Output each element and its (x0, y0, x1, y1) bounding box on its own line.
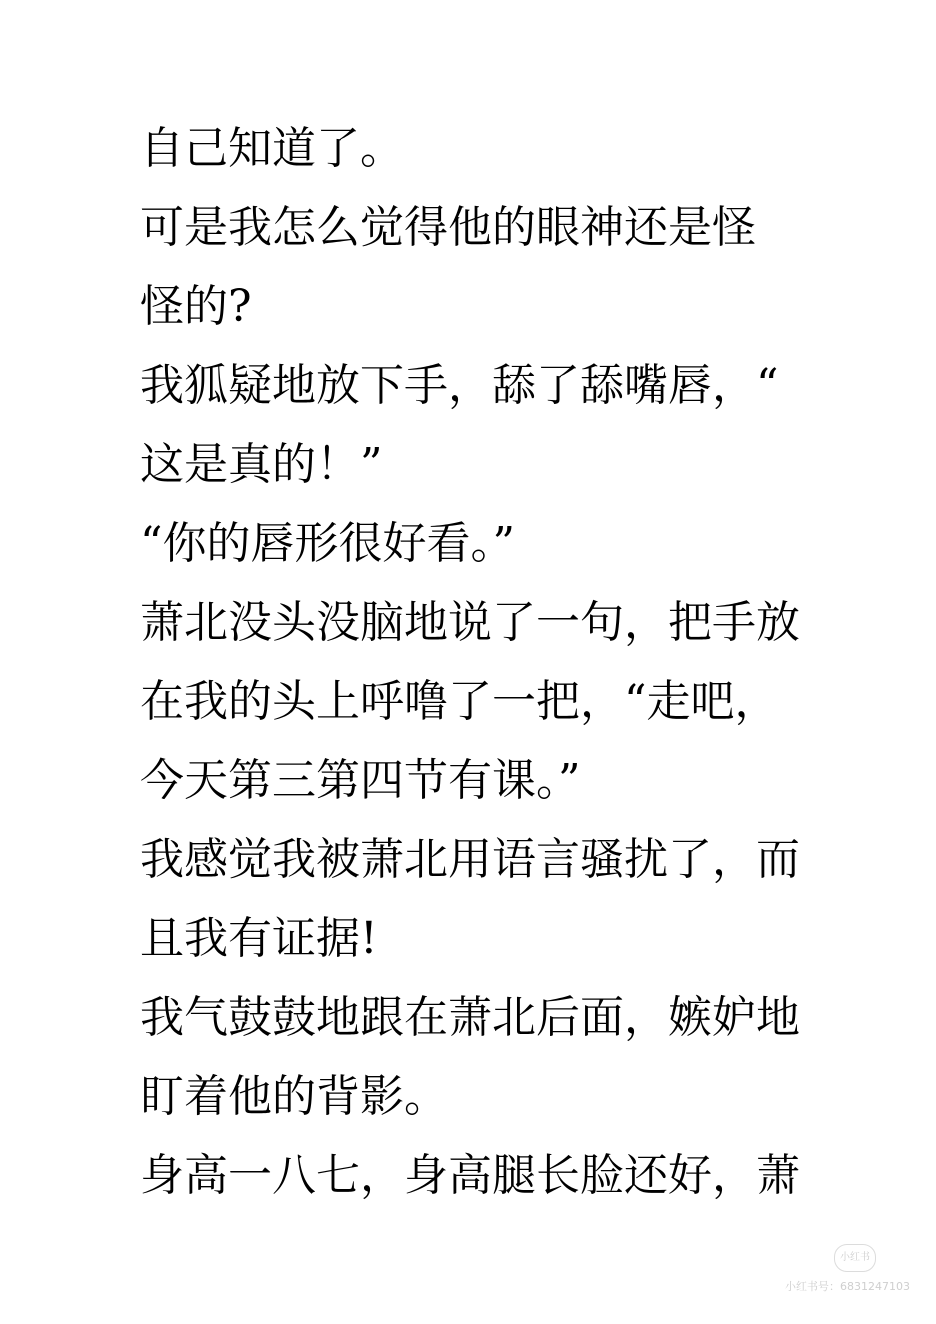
text-line: 怪的? (140, 281, 252, 332)
text-line: 萧北没头没脑地说了一句，把手放 (140, 597, 800, 648)
watermark (770, 1244, 910, 1304)
text-line: 这是真的！” (140, 439, 383, 490)
xiaohongshu-logo-icon: 小红书 (834, 1244, 876, 1272)
text-line: 身高一八七，身高腿长脸还好，萧 (140, 1150, 800, 1201)
text-line: 可是我怎么觉得他的眼神还是怪 (140, 202, 756, 253)
text-line: 在我的头上呼噜了一把，“走吧， (140, 676, 779, 727)
watermark-id-text: 小红书号：6831247103 (785, 1280, 910, 1293)
novel-text-block (140, 122, 800, 1228)
text-line: 我感觉我被萧北用语言骚扰了，而 (140, 834, 800, 885)
text-line: 且我有证据! (140, 913, 378, 964)
text-line: 今天第三第四节有课。” (140, 755, 581, 806)
text-line: “你的唇形很好看。” (140, 518, 515, 569)
text-line: 我狐疑地放下手，舔了舔嘴唇，“ (140, 360, 779, 411)
text-line: 盯着他的背影。 (140, 1071, 448, 1122)
text-line: 我气鼓鼓地跟在萧北后面，嫉妒地 (140, 992, 800, 1043)
text-line: 自己知道了。 (140, 123, 404, 174)
